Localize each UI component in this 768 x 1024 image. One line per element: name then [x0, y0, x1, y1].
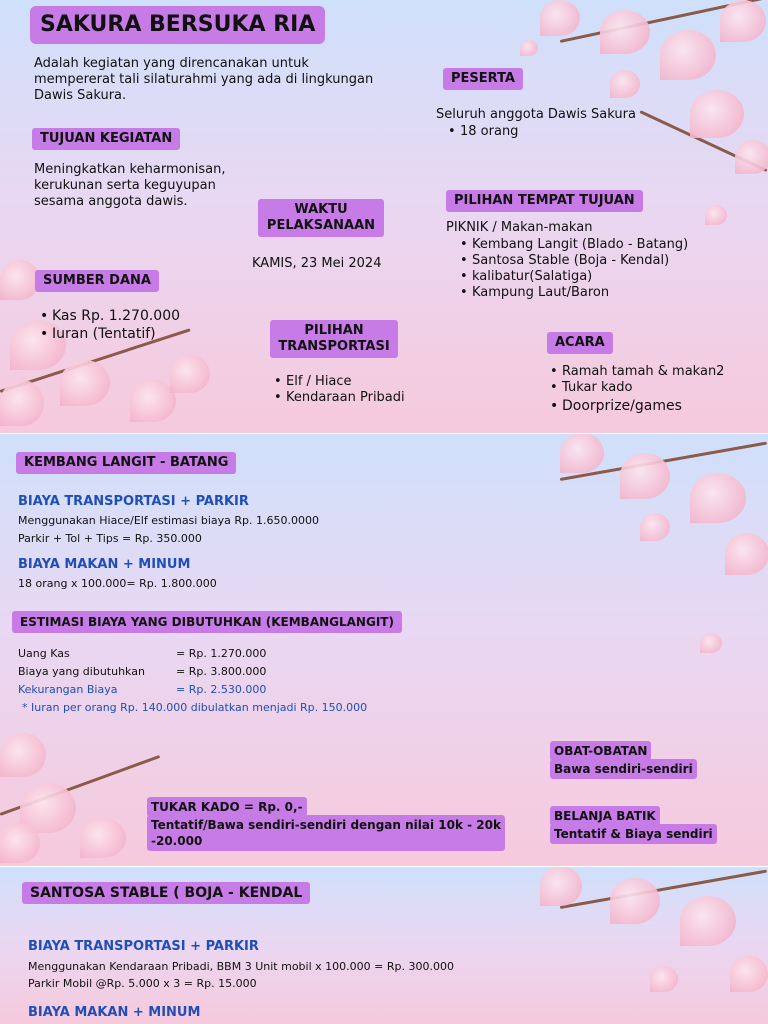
- intro-text: Adalah kegiatan yang direncanakan untuk mempererat tali silaturahmi yang ada di lingkungan Dawis Sakura.: [34, 56, 374, 103]
- list-item: • Santosa Stable (Boja - Kendal): [458, 253, 688, 269]
- kado-label: TUKAR KADO = Rp. 0,-: [147, 797, 307, 817]
- transport-line: Parkir Mobil @Rp. 5.000 x 3 = Rp. 15.000: [28, 977, 257, 990]
- kebutuhan-row-label: Biaya yang dibutuhkan: [18, 665, 145, 678]
- section-divider: [0, 433, 768, 434]
- makan-heading: BIAYA MAKAN + MINUM: [28, 1005, 201, 1020]
- waktu-label: WAKTU PELAKSANAAN: [258, 199, 384, 237]
- sumber-dana-list: [38, 307, 180, 343]
- kado-text: Tentatif/Bawa sendiri-sendiri dengan nilai 10k - 20k -20.000: [147, 815, 505, 851]
- transport-label: PILIHAN TRANSPORTASI: [270, 320, 398, 358]
- transport-line: Parkir + Tol + Tips = Rp. 350.000: [18, 532, 202, 545]
- list-item: • kalibatur(Salatiga): [458, 269, 688, 285]
- peserta-label: PESERTA: [443, 68, 523, 90]
- kekurangan-row-label: Kekurangan Biaya: [18, 683, 118, 696]
- kekurangan-row-value: = Rp. 2.530.000: [176, 683, 267, 696]
- kas-row-value: = Rp. 1.270.000: [176, 647, 267, 660]
- list-item: • Iuran (Tentatif): [38, 325, 180, 343]
- obat-label: OBAT-OBATAN: [550, 741, 651, 761]
- waktu-date: KAMIS, 23 Mei 2024: [252, 256, 382, 271]
- section-divider: [0, 866, 768, 867]
- list-item: • Doorprize/games: [548, 396, 724, 416]
- iuran-note: * Iuran per orang Rp. 140.000 dibulatkan menjadi Rp. 150.000: [22, 701, 368, 714]
- list-item: • Kas Rp. 1.270.000: [38, 307, 180, 325]
- tempat-label: PILIHAN TEMPAT TUJUAN: [446, 190, 643, 212]
- acara-list: [548, 364, 724, 416]
- kebutuhan-row-value: = Rp. 3.800.000: [176, 665, 267, 678]
- list-item: • Kembang Langit (Blado - Batang): [458, 237, 688, 253]
- panel-santosa-stable: [0, 866, 768, 1024]
- estimasi-label: ESTIMASI BIAYA YANG DIBUTUHKAN (KEMBANGLANGIT): [12, 611, 402, 633]
- list-item: • 18 orang: [446, 124, 518, 140]
- list-item: • Ramah tamah & makan2: [548, 364, 724, 380]
- list-item: • Kendaraan Pribadi: [272, 390, 405, 406]
- transport-line: Menggunakan Kendaraan Pribadi, BBM 3 Unit mobil x 100.000 = Rp. 300.000: [28, 960, 454, 973]
- transport-heading: BIAYA TRANSPORTASI + PARKIR: [28, 939, 259, 954]
- peserta-text: Seluruh anggota Dawis Sakura: [436, 107, 636, 122]
- obat-text: Bawa sendiri-sendiri: [550, 759, 697, 779]
- tujuan-text: Meningkatkan keharmonisan, kerukunan serta keguyupan sesama anggota dawis.: [34, 162, 226, 209]
- batik-text: Tentatif & Biaya sendiri: [550, 824, 717, 844]
- peserta-list: [446, 124, 518, 140]
- list-item: • Tukar kado: [548, 380, 724, 396]
- tempat-list: [458, 237, 688, 301]
- transport-list: [272, 374, 405, 406]
- page-title: SAKURA BERSUKA RIA: [30, 6, 325, 44]
- makan-heading: BIAYA MAKAN + MINUM: [18, 557, 191, 572]
- batik-label: BELANJA BATIK: [550, 806, 660, 826]
- tempat-text: PIKNIK / Makan-makan: [446, 220, 593, 235]
- list-item: • Elf / Hiace: [272, 374, 405, 390]
- makan-line: 18 orang x 100.000= Rp. 1.800.000: [18, 577, 217, 590]
- list-item: • Kampung Laut/Baron: [458, 285, 688, 301]
- sumber-dana-label: SUMBER DANA: [35, 270, 159, 292]
- section-title-kembang-langit: KEMBANG LANGIT - BATANG: [16, 452, 236, 474]
- section-title-santosa-stable: SANTOSA STABLE ( BOJA - KENDAL: [22, 882, 310, 904]
- panel-kembang-langit: [0, 433, 768, 866]
- kas-row-label: Uang Kas: [18, 647, 70, 660]
- acara-label: ACARA: [547, 332, 613, 354]
- transport-heading: BIAYA TRANSPORTASI + PARKIR: [18, 494, 249, 509]
- panel-overview: [0, 0, 768, 433]
- transport-line: Menggunakan Hiace/Elf estimasi biaya Rp. 1.650.0000: [18, 514, 319, 527]
- tujuan-label: TUJUAN KEGIATAN: [32, 128, 180, 150]
